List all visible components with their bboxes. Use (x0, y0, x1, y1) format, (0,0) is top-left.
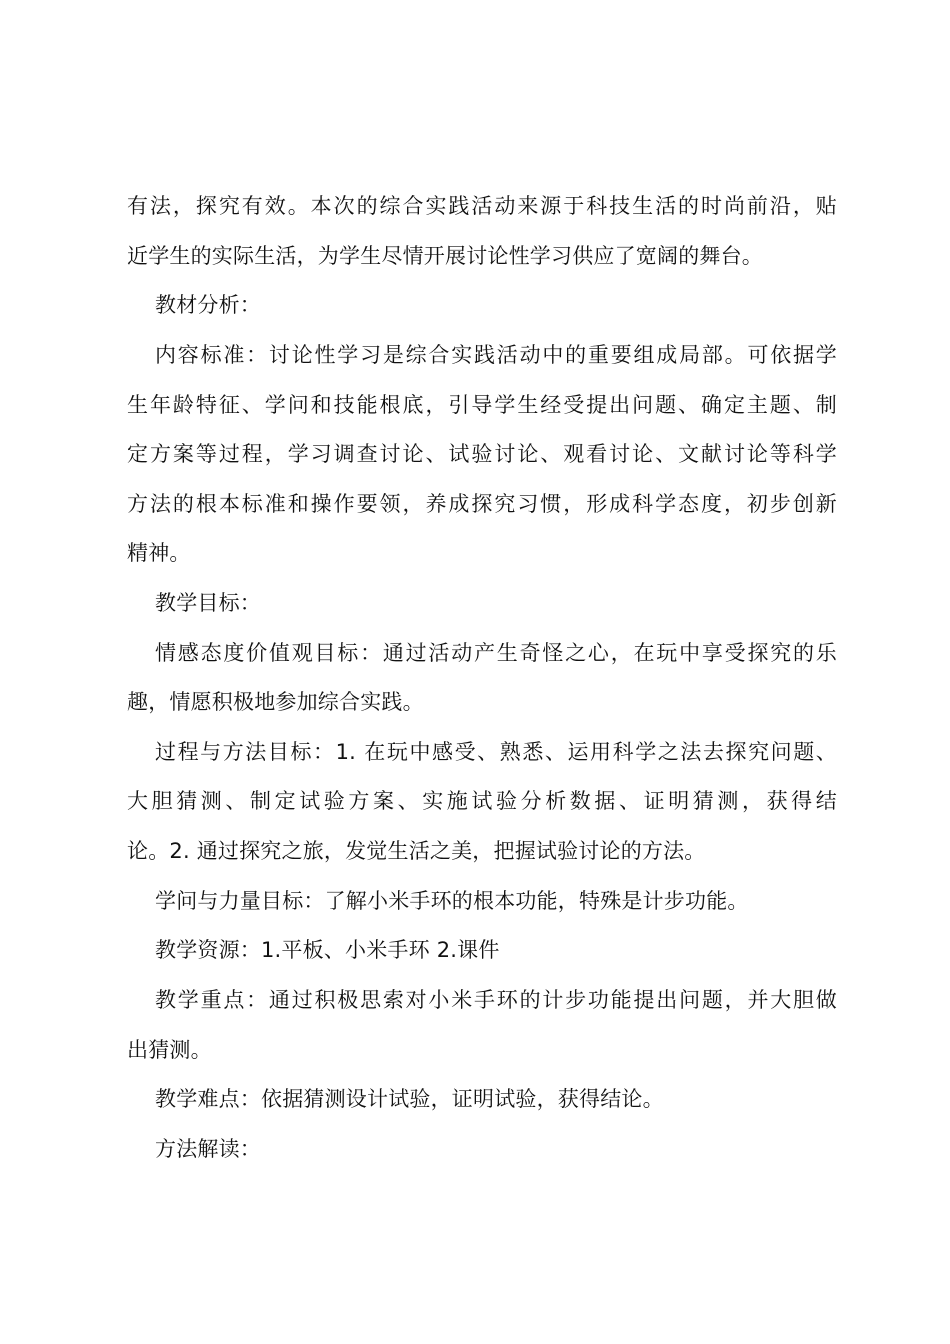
body-text-line: 大胆猜测、制定试验方案、实施试验分析数据、证明猜测，获得结 (127, 789, 837, 813)
body-text-line: 出猜测。 (127, 1038, 212, 1062)
body-text-line: 教学资源：1.平板、小米手环 2.课件 (155, 938, 500, 962)
body-text-line: 有法，探究有效。本次的综合实践活动来源于科技生活的时尚前沿，贴 (127, 194, 837, 218)
body-text-line: 情感态度价值观目标：通过活动产生奇怪之心，在玩中享受探究的乐 (155, 641, 837, 665)
body-text-line: 论。2. 通过探究之旅，发觉生活之美，把握试验讨论的方法。 (127, 839, 706, 863)
body-text-line: 教学重点：通过积极思索对小米手环的计步功能提出问题，并大胆做 (155, 988, 837, 1012)
body-text-line: 过程与方法目标：1. 在玩中感受、熟悉、运用科学之法去探究问题、 (155, 740, 837, 764)
section-heading-teaching-material-analysis: 教材分析： (155, 293, 261, 317)
body-text-line: 精神。 (127, 541, 191, 565)
section-heading-teaching-goals: 教学目标： (155, 591, 261, 615)
body-text-line: 定方案等过程，学习调查讨论、试验讨论、观看讨论、文献讨论等科学 (127, 442, 837, 466)
section-heading-method-interpretation: 方法解读： (155, 1137, 261, 1161)
body-text-line: 教学难点：依据猜测设计试验，证明试验，获得结论。 (155, 1087, 664, 1111)
body-text-line: 学问与力量目标：了解小米手环的根本功能，特殊是计步功能。 (155, 889, 749, 913)
body-text-line: 生年龄特征、学问和技能根底，引导学生经受提出问题、确定主题、制 (127, 393, 837, 417)
body-text-line: 趣，情愿积极地参加综合实践。 (127, 690, 424, 714)
body-text-line: 方法的根本标准和操作要领，养成探究习惯，形成科学态度，初步创新 (127, 492, 837, 516)
body-text-line: 近学生的实际生活，为学生尽情开展讨论性学习供应了宽阔的舞台。 (127, 244, 763, 268)
body-text-line: 内容标准：讨论性学习是综合实践活动中的重要组成局部。可依据学 (155, 343, 837, 367)
